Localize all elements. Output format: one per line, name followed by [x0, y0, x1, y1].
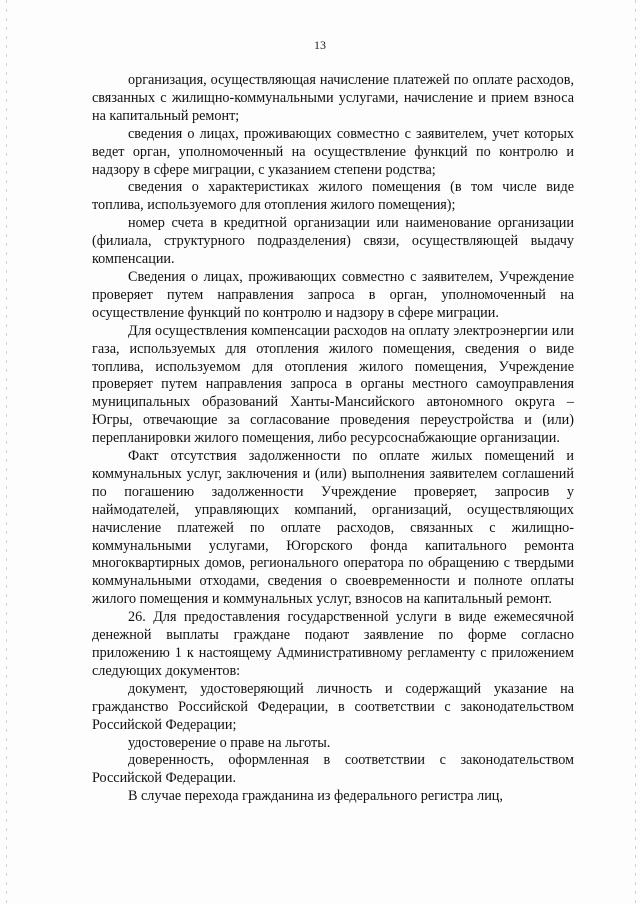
paragraph: Сведения о лицах, проживающих совместно с заявителем, Учреждение проверяет путем направления запроса в орган, уполномоченный на осуществление функций по контролю и надзору в сфере миграции. [92, 268, 574, 321]
paragraph: сведения о лицах, проживающих совместно с заявителем, учет которых ведет орган, уполномоченный на осуществление функций по контролю и надзору в сфере миграции, с указанием степени родства; [92, 125, 574, 178]
paragraph: удостоверение о праве на льготы. [128, 734, 331, 751]
paragraph: В случае перехода гражданина из федерального регистра лиц, [128, 788, 503, 805]
paragraph: Для осуществления компенсации расходов на оплату электроэнергии или газа, используемых для отопления жилого помещения, сведения о виде топлива, используемом для отопления жилого помещения, Учреждение проверяет путем направления запроса в органы местного самоуправления муниципальных образований Ханты-Мансийского автономного округа – Югры, отвечающие за согласование проведения переустройства и (или) перепланировки жилого помещения, либо ресурсоснабжающие организации. [92, 322, 574, 447]
scan-edge-right [635, 0, 636, 905]
scan-edge-left [6, 0, 7, 905]
paragraph: доверенность, оформленная в соответствии с законодательством Российской Федерации. [92, 752, 574, 787]
page-number: 13 [314, 38, 326, 52]
paragraph: документ, удостоверяющий личность и содержащий указание на гражданство Российской Федерации, в соответствии с законодательством Российской Федерации; [92, 680, 574, 733]
paragraph: 26. Для предоставления государственной услуги в виде ежемесячной денежной выплаты граждане подают заявление по форме согласно приложению 1 к настоящему Административному регламенту с приложением следующих документов: [92, 609, 574, 679]
paragraph: сведения о характеристиках жилого помещения (в том числе виде топлива, используемого для отопления жилого помещения); [92, 179, 574, 214]
paragraph: номер счета в кредитной организации или наименование организации (филиала, структурного подразделения) связи, осуществляющей выдачу компенсации. [92, 215, 574, 268]
paragraph: Факт отсутствия задолженности по оплате жилых помещений и коммунальных услуг, заключения и (или) выполнения заявителем соглашений по погашению задолженности Учреждение проверяет, запросив у наймодателей, управляющих компаний, организаций, осуществляющих начисление платежей по оплате расходов, связанных с жилищно-коммунальными услугами, Югорского фонда капитального ремонта многоквартирных домов, регионального оператора по обращению с твердыми коммунальными отходами, сведения о своевременности и полноте оплаты жилого помещения и коммунальных услуг, взносов на капитальный ремонт. [92, 448, 574, 608]
document-body [92, 72, 574, 806]
paragraph: организация, осуществляющая начисление платежей по оплате расходов, связанных с жилищно-коммунальными услугами, начисление и прием взноса на капитальный ремонт; [92, 72, 574, 124]
